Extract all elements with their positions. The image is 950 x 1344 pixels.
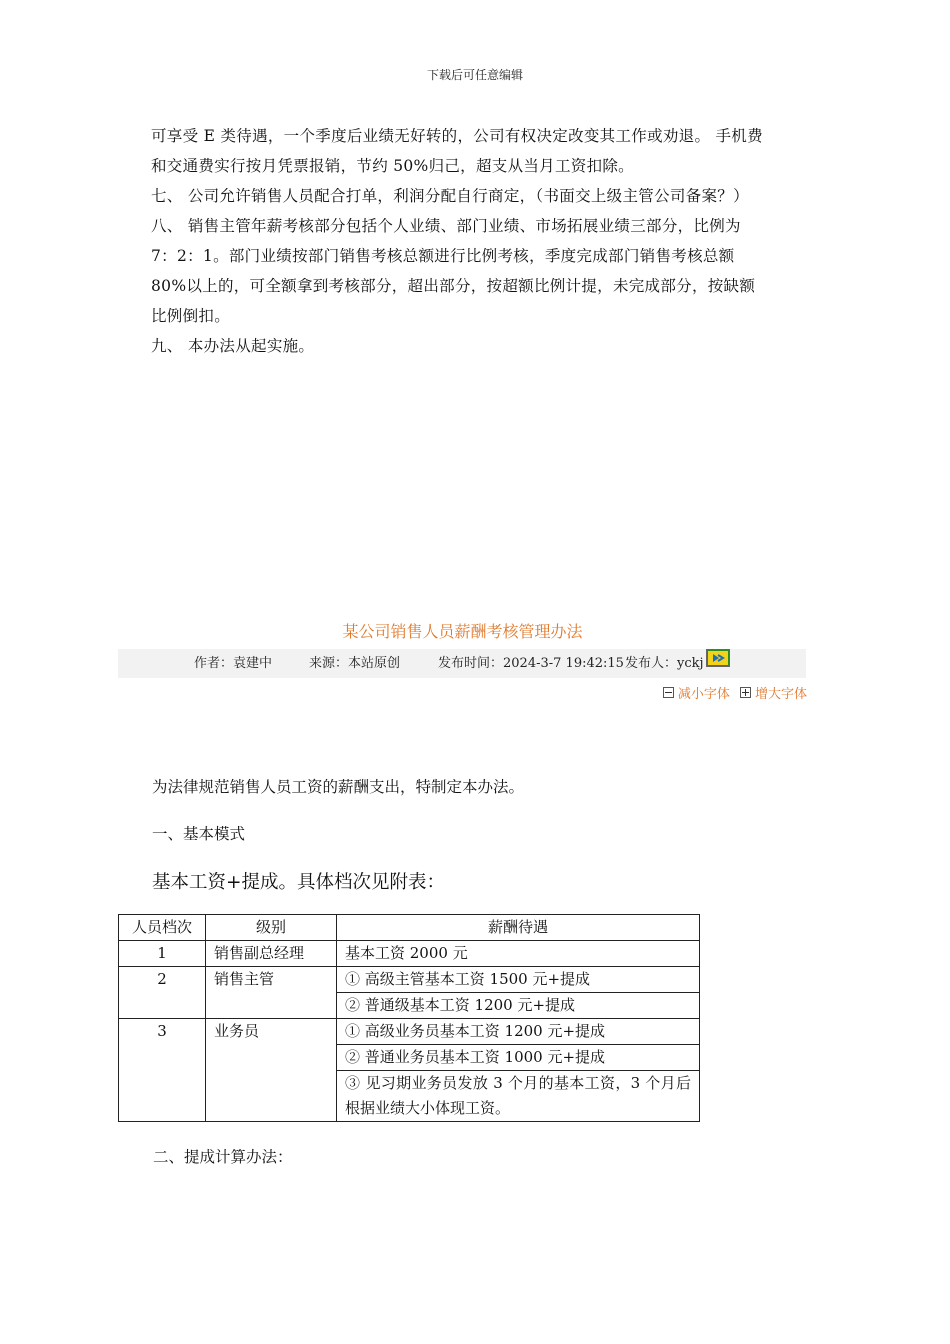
paragraph-line: 比例倒扣。 [151,307,231,325]
article-meta-bar [118,649,806,678]
table-header-cell: 人员档次 [119,915,206,941]
pay-cell: ① 高级业务员基本工资 1200 元+提成 [337,1019,700,1045]
meta-publisher: 发布人：yckj [625,656,704,671]
plus-box-icon[interactable] [740,687,751,698]
tier-cell: 3 [119,1019,206,1122]
increase-font-link[interactable]: 增大字体 [754,687,807,702]
font-size-controls [663,683,807,702]
paragraph-line: 80%以上的，可全额拿到考核部分，超出部分，按超额比例计提，未完成部分，按缺额 [151,277,756,295]
table-row [119,941,700,967]
intro-text: 为法律规范销售人员工资的薪酬支出，特制定本办法。 [152,778,525,796]
pay-table [118,914,700,1122]
paragraph-line: 可享受 E 类待遇，一个季度后业绩无好转的，公司有权决定改变其工作或劝退。 手机费 [151,127,763,145]
table-header-cell: 薪酬待遇 [337,915,700,941]
level-cell: 销售副总经理 [206,941,337,967]
pay-cell: ② 普通级基本工资 1200 元+提成 [337,993,700,1019]
paragraph-line: 八、 销售主管年薪考核部分包括个人业绩、部门业绩、市场拓展业绩三部分，比例为 [151,217,741,235]
meta-published: 发布时间：2024-3-7 19:42:15 [438,656,624,671]
pay-cell: ① 高级主管基本工资 1500 元+提成 [337,967,700,993]
paragraph-line: 九、 本办法从起实施。 [151,337,315,355]
table-header-cell: 级别 [206,915,337,941]
minus-box-icon[interactable] [663,687,674,698]
tier-cell: 2 [119,967,206,1019]
paragraph-line: 7：2：1。部门业绩按部门销售考核总额进行比例考核，季度完成部门销售考核总额 [151,247,735,265]
paragraph-line: 七、 公司允许销售人员配合打单，利润分配自行商定，（书面交上级主管公司备案？） [151,187,749,205]
section1-heading: 一、基本模式 [152,825,246,843]
paragraph-line: 和交通费实行按月凭票报销，节约 50%归己，超支从当月工资扣除。 [151,157,634,175]
level-cell: 业务员 [206,1019,337,1122]
pay-cell: ③ 见习期业务员发放 3 个月的基本工资，3 个月后根据业绩大小体现工资。 [337,1071,700,1122]
pay-cell: ② 普通业务员基本工资 1000 元+提成 [337,1045,700,1071]
section1-text: 基本工资+提成。具体档次见附表： [152,872,446,893]
level-cell: 销售主管 [206,967,337,1019]
table-row [119,967,700,993]
table-header-row [119,915,700,941]
top-paragraphs [151,121,799,361]
pay-cell: 基本工资 2000 元 [337,941,700,967]
decrease-font-link[interactable]: 减小字体 [677,687,730,702]
table-row [119,1019,700,1045]
meta-author: 作者：袁建中 [194,656,273,671]
article-title: 某公司销售人员薪酬考核管理办法 [342,622,583,641]
page-header-note: 下载后可任意编辑 [426,68,523,82]
tier-cell: 1 [119,941,206,967]
edit-icon[interactable] [706,649,730,667]
section2-heading: 二、提成计算办法： [153,1148,293,1166]
meta-source: 来源：本站原创 [309,656,401,671]
